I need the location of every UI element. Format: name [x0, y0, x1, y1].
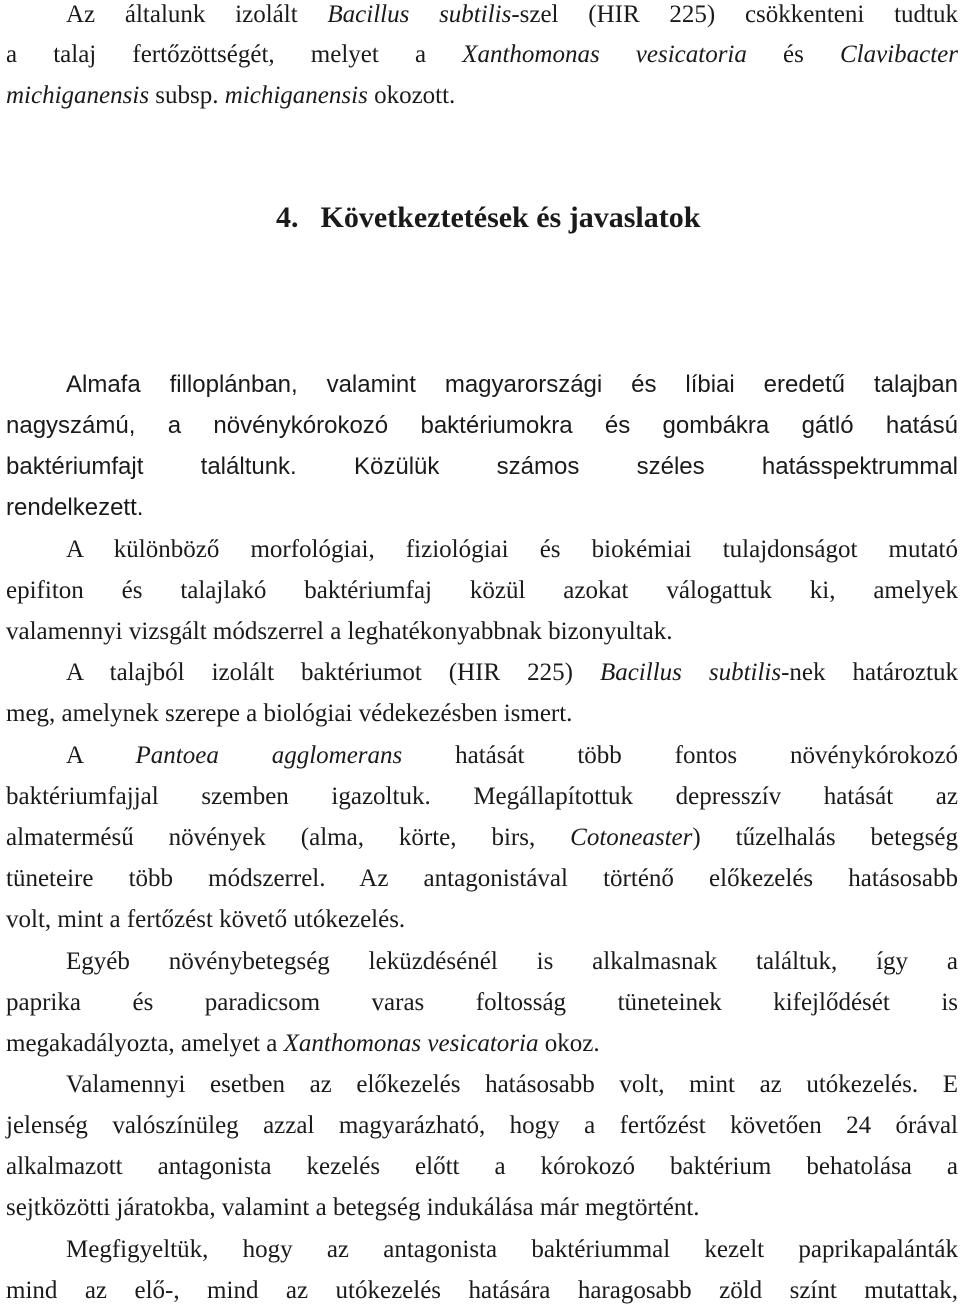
intro-line-1 — [6, 0, 958, 30]
p3-line-2: meg, amelynek szerepe a biológiai védekezésben ismert. — [6, 700, 573, 727]
species-name: Bacillus subtilis — [327, 1, 512, 28]
p2-line-2: epifiton és talajlakó baktériumfaj közül azokat válogattuk ki, amelyek — [6, 577, 958, 604]
text: okozott. — [367, 82, 456, 109]
p1-line-1: Almafa filloplánban, valamint magyarországi és líbiai eredetű talajban — [66, 371, 958, 398]
intro-line-2 — [6, 40, 958, 70]
p4-line-3 — [6, 823, 958, 853]
text: okoz. — [538, 1030, 600, 1057]
p7-line-1: Megfigyeltük, hogy az antagonista baktériummal kezelt paprikapalánták — [66, 1236, 958, 1263]
section-heading — [276, 200, 700, 236]
species-name: Bacillus subtilis — [599, 659, 782, 686]
species-name: Xanthomonas vesicatoria — [283, 1030, 539, 1057]
species-name: Pantoea agglomerans — [135, 742, 403, 769]
p5-line-1: Egyéb növénybetegség leküzdésénél is alkalmasnak találtuk, így a — [66, 948, 958, 975]
text: -szel (HIR 225) csökkenteni tudtuk — [511, 1, 958, 28]
p4-line-1 — [6, 741, 958, 771]
section-title: Következtetések és javaslatok — [320, 201, 701, 234]
p6-line-3: alkalmazott antagonista kezelés előtt a kórokozó baktérium behatolása a — [6, 1153, 958, 1180]
p3-line-1 — [6, 658, 958, 688]
text: ) tűzelhalás betegség — [692, 824, 958, 851]
p4-line-2: baktériumfajjal szemben igazoltuk. Megállapítottuk depresszív hatását az — [6, 783, 958, 810]
text: a talaj fertőzöttségét, melyet a — [6, 41, 463, 68]
species-name: Clavibacter — [839, 41, 958, 68]
text: subsp. — [149, 82, 225, 109]
intro-line-3 — [6, 81, 958, 111]
species-name: Xanthomonas vesicatoria — [462, 41, 747, 68]
p4-line-4: tüneteire több módszerrel. Az antagonistával történő előkezelés hatásosabb — [6, 865, 958, 892]
p7-line-2: mind az elő-, mind az utókezelés hatására haragosabb zöld színt mutattak, — [6, 1277, 958, 1304]
species-name: Cotoneaster — [570, 824, 693, 851]
text: megakadályozta, amelyet a — [6, 1030, 284, 1057]
p5-line-2: paprika és paradicsom varas foltosság tüneteinek kifejlődését is — [6, 989, 958, 1016]
p1-line-4: rendelkezett. — [6, 494, 144, 521]
p1-line-3: baktériumfajt találtunk. Közülük számos széles hatásspektrummal — [6, 453, 958, 480]
text: és — [746, 41, 840, 68]
text: Az általunk izolált — [66, 1, 328, 28]
species-name: michiganensis — [6, 82, 150, 109]
p1-line-2: nagyszámú, a növénykórokozó baktériumokra és gombákra gátló hatású — [6, 412, 958, 439]
text: almatermésű növények (alma, körte, birs, — [6, 824, 571, 851]
text: A talajból izolált baktériumot (HIR 225) — [66, 659, 600, 686]
section-number: 4. — [276, 201, 299, 234]
p5-line-3 — [6, 1029, 958, 1059]
p4-line-5: volt, mint a fertőzést követő utókezelés. — [6, 906, 406, 933]
text: hatását több fontos növénykórokozó — [402, 742, 958, 769]
p6-line-2: jelenség valószínüleg azzal magyarázható, hogy a fertőzést követően 24 órával — [6, 1112, 958, 1139]
text: A — [66, 742, 136, 769]
text: -nek határoztuk — [781, 659, 958, 686]
p6-line-4: sejtközötti járatokba, valamint a betegség indukálása már megtörtént. — [6, 1194, 700, 1221]
p2-line-1: A különböző morfológiai, fiziológiai és biokémiai tulajdonságot mutató — [66, 536, 958, 563]
p6-line-1: Valamennyi esetben az előkezelés hatásosabb volt, mint az utókezelés. E — [66, 1071, 958, 1098]
p2-line-3: valamennyi vizsgált módszerrel a leghatékonyabbnak bizonyultak. — [6, 618, 673, 645]
species-name: michiganensis — [224, 82, 368, 109]
